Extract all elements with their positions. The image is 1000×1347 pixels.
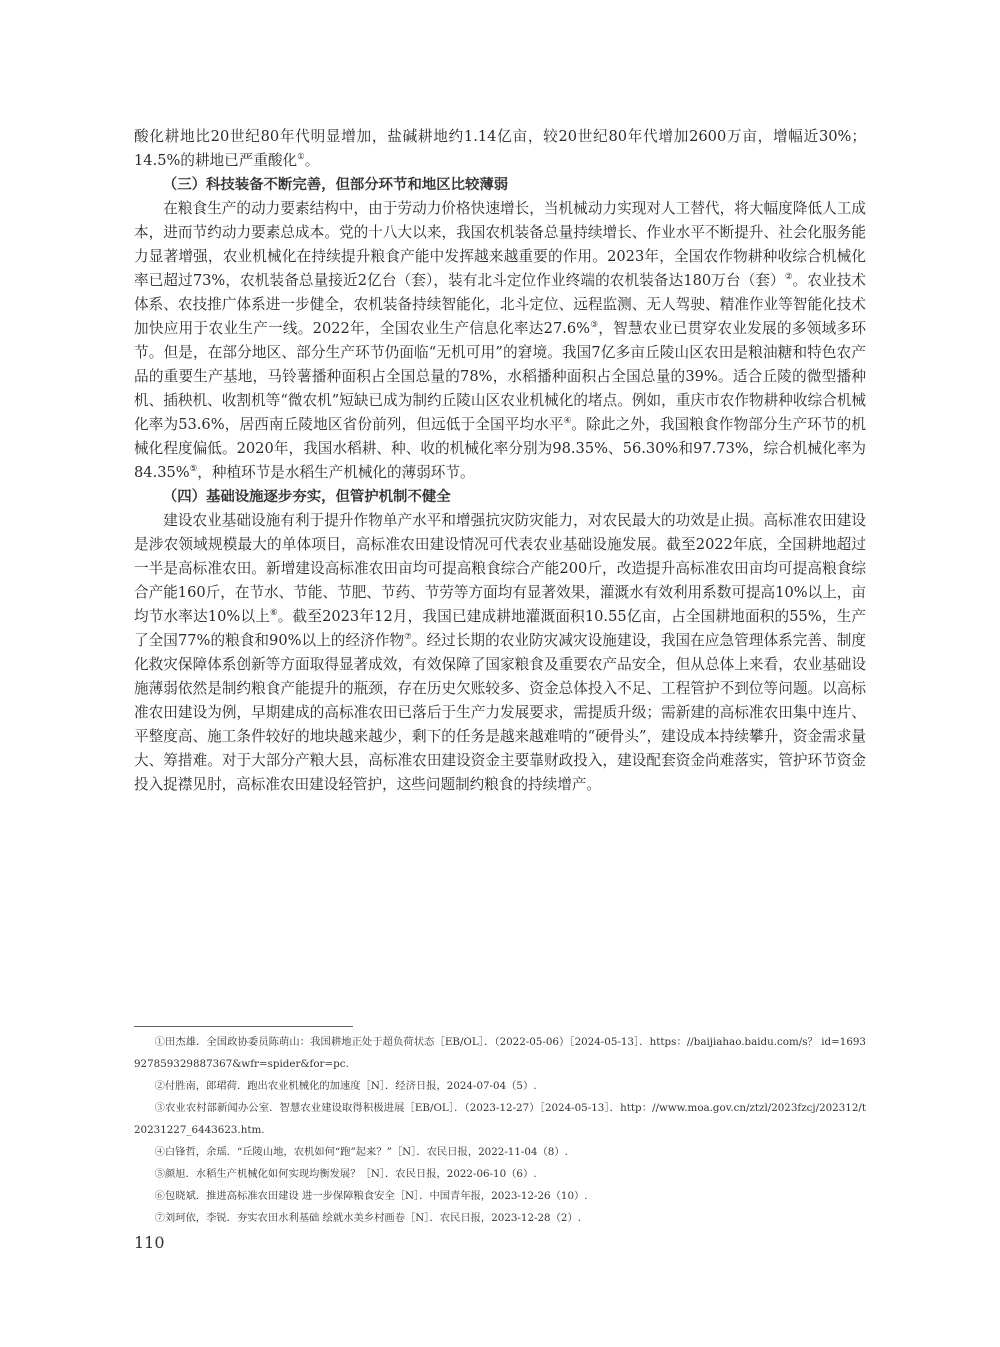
footnote-4: ④白锋哲，余瑶．“丘陵山地，农机如何“跑”起来？”［N］．农民日报，2022-11-04（8）. — [154, 1146, 568, 1158]
paragraph-text: 。除此之外，我国粮食作物部分生产环节的机械化程度偏低。2020年，我国水稻耕、种、收的机械化率分别为98.35%、56.30%和97.73%，综合机械化率为84.35% — [134, 416, 866, 481]
footnote-ref-2[interactable]: ② — [784, 272, 793, 282]
footnote-ref-1[interactable]: ① — [297, 152, 305, 162]
footnote-ref-7[interactable]: ⑦ — [404, 632, 412, 642]
paragraph-continued — [134, 125, 866, 173]
footnote-1: ①田杰雄．全国政协委员陈萌山：我国耕地正处于超负荷状态［EB/OL］．（2022-05-06）［2024-05-13］．https：//baijiahao.baidu.com/s？ id=1693927859329887367&wfr=spider&for=pc. — [134, 1036, 866, 1070]
paragraph-text: 酸化耕地比20世纪80年代明显增加，盐碱耕地约1.14亿亩，较20世纪80年代增加2600万亩，增幅近30%；14.5%的耕地已严重酸化 — [134, 128, 866, 169]
paragraph-end: 。 — [304, 152, 320, 169]
footnote-2: ②付胜南，郎珺荷．跑出农业机械化的加速度［N］．经济日报，2024-07-04（5）. — [154, 1080, 537, 1092]
section-heading-4: （四）基础设施逐步夯实，但管护机制不健全 — [162, 489, 451, 505]
paragraph-text: ，智慧农业已贯穿农业发展的多领域多环节。但是，在部分地区、部分生产环节仍面临“无机可用”的窘境。我国7亿多亩丘陵山区农田是粮油糖和特色农产品的重要生产基地，马铃薯播种面积占全国总量的78%，水稻播种面积占全国总量的39%。适合丘陵的微型播种机、插秧机、收割机等“微农机”短缺已成为制约丘陵山区农业机械化的堵点。例如，重庆市农作物耕种收综合机械化率为53.6%，居西南丘陵地区省份前列，但远低于全国平均水平 — [134, 320, 866, 433]
footnote-divider — [134, 1026, 353, 1027]
section-4-paragraph — [134, 509, 866, 797]
paragraph-text: 。农业技术体系、农技推广体系进一步健全，农机装备持续智能化，北斗定位、远程监测、无人驾驶、精准作业等智能化技术加快应用于农业生产一线。2022年，全国农业生产信息化率达27.6% — [134, 272, 866, 337]
paragraph-text: 建设农业基础设施有利于提升作物单产水平和增强抗灾防灾能力，对农民最大的功效是止损。高标准农田建设是涉农领域规模最大的单体项目，高标准农田建设情况可代表农业基础设施发展。截至2022年底，全国耕地超过一半是高标准农田。新增建设高标准农田亩均可提高粮食综合产能200斤，改造提升高标准农田亩均可提高粮食综合产能160斤，在节水、节能、节肥、节药、节劳等方面均有显著效果，灌溉水有效利用系数可提高10%以上，亩均节水率达10%以上 — [134, 512, 866, 625]
footnotes — [134, 1031, 866, 1229]
section-heading-3: （三）科技装备不断完善，但部分环节和地区比较薄弱 — [162, 177, 509, 193]
section-3-paragraph — [134, 197, 866, 485]
footnote-ref-3[interactable]: ③ — [590, 320, 599, 330]
paragraph-text: ，种植环节是水稻生产机械化的薄弱环节。 — [197, 464, 475, 481]
footnote-ref-6[interactable]: ⑥ — [269, 608, 278, 618]
footnote-6: ⑥包晓斌．推进高标准农田建设 进一步保障粮食安全［N］．中国青年报，2023-12-26（10）. — [154, 1190, 588, 1202]
paragraph-text: 。经过长期的农业防灾减灾设施建设，我国在应急管理体系完善、制度化救灾保障体系创新等方面取得显著成效，有效保障了国家粮食及重要农产品安全，但从总体上来看，农业基础设施薄弱依然是制约粮食产能提升的瓶颈，存在历史欠账较多、资金总体投入不足、工程管护不到位等问题。以高标准农田建设为例，早期建成的高标准农田已落后于生产力发展要求，需提质升级；需新建的高标准农田集中连片、平整度高、施工条件较好的地块越来越少，剩下的任务是越来越难啃的“硬骨头”，建设成本持续攀升，资金需求量大、筹措难。对于大部分产粮大县，高标准农田建设资金主要靠财政投入，建设配套资金尚难落实，管护环节资金投入捉襟见肘，高标准农田建设轻管护，这些问题制约粮食的持续增产。 — [134, 632, 866, 793]
paragraph-text: 在粮食生产的动力要素结构中，由于劳动力价格快速增长，当机械动力实现对人工替代，将大幅度降低人工成本，进而节约动力要素总成本。党的十八大以来，我国农机装备总量持续增长、作业水平不断提升、社会化服务能力显著增强，农业机械化在持续提升粮食产能中发挥越来越重要的作用。2023年，全国农作物耕种收综合机械化率已超过73%，农机装备总量接近2亿台（套），装有北斗定位作业终端的农机装备达180万台（套） — [134, 200, 866, 289]
footnote-7: ⑦刘珂依，李锐．夯实农田水利基础 绘就水美乡村画卷［N］．农民日报，2023-12-28（2）. — [154, 1212, 582, 1224]
paragraph-text: 。截至2023年12月，我国已建成耕地灌溉面积10.55亿亩，占全国耕地面积的55%，生产了全国77%的粮食和90%以上的经济作物 — [134, 608, 866, 649]
footnote-5: ⑤颜旭．水稻生产机械化如何实现均衡发展？［N］．农民日报，2022-06-10（6）. — [154, 1168, 537, 1180]
footnote-3: ③农业农村部新闻办公室．智慧农业建设取得积极进展［EB/OL］．（2023-12-27）［2024-05-13］．http：//www.moa.gov.cn/ztzl/2023fzcj/202312/t20231227_6443623.htm. — [134, 1102, 866, 1136]
page-body — [134, 125, 866, 797]
footnote-ref-4[interactable]: ④ — [563, 416, 572, 426]
page-number: 110 — [134, 1233, 165, 1252]
footnote-ref-5[interactable]: ⑤ — [189, 464, 198, 474]
